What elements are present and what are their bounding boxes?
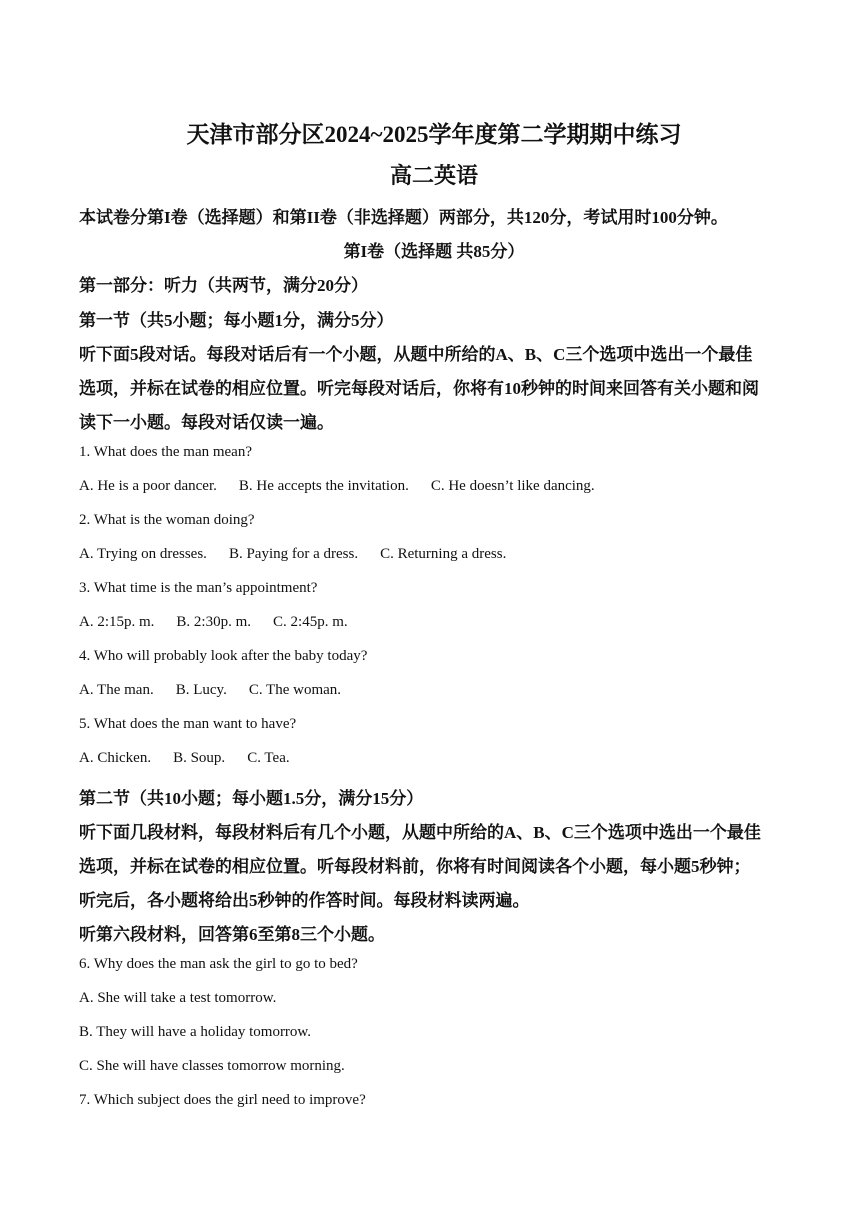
- option-b: B. He accepts the invitation.: [238, 478, 409, 494]
- question-4-options: [79, 682, 341, 699]
- question-6: 6. Why does the man ask the girl to go to bed?: [79, 956, 358, 972]
- section2-heading: 第二节（共10小题；每小题1.5分，满分15分）: [79, 789, 424, 808]
- section1-heading: 第一节（共5小题；每小题1分，满分5分）: [79, 311, 394, 330]
- section2-instruction-line: 听下面几段材料，每段材料后有几个小题，从题中所给的A、B、C三个选项中选出一个最佳: [79, 823, 761, 842]
- option-a: A. Trying on dresses.: [79, 546, 207, 562]
- option-c: C. Tea.: [247, 750, 290, 766]
- question-1-options: [79, 478, 595, 495]
- option-b: B. 2:30p. m.: [176, 614, 252, 630]
- question-3: 3. What time is the man’s appointment?: [79, 580, 318, 596]
- exam-title: 天津市部分区2024~2025学年度第二学期期中练习: [186, 122, 682, 147]
- exam-subject: 高二英语: [389, 163, 478, 188]
- section2-instruction-line: 选项，并标在试卷的相应位置。听每段材料前，你将有时间阅读各个小题，每小题5秒钟；: [79, 857, 751, 876]
- option-a: A. 2:15p. m.: [79, 614, 155, 630]
- option-c: C. He doesn’t like dancing.: [430, 478, 595, 494]
- option-a: A. The man.: [79, 682, 154, 698]
- question-7: 7. Which subject does the girl need to improve?: [79, 1092, 366, 1108]
- option-c: C. The woman.: [248, 682, 342, 698]
- option-b: B. Soup.: [173, 750, 226, 766]
- question-6-option-a: A. She will take a test tomorrow.: [79, 990, 277, 1006]
- section1-instruction-line: 听下面5段对话。每段对话后有一个小题，从题中所给的A、B、C三个选项中选出一个最佳: [79, 345, 753, 364]
- exam-intro: 本试卷分第I卷（选择题）和第II卷（非选择题）两部分，共120分，考试用时100分钟。: [79, 208, 728, 227]
- question-6-option-b: B. They will have a holiday tomorrow.: [79, 1024, 312, 1040]
- section1-instruction-line: 读下一小题。每段对话仅读一遍。: [79, 413, 334, 432]
- question-2-options: [79, 546, 506, 563]
- part1-heading: 第I卷（选择题 共85分）: [343, 242, 525, 261]
- question-6-option-c: C. She will have classes tomorrow morning.: [79, 1058, 345, 1074]
- material-6-heading: 听第六段材料，回答第6至第8三个小题。: [79, 925, 385, 944]
- option-c: C. Returning a dress.: [380, 546, 507, 562]
- question-1: 1. What does the man mean?: [79, 444, 252, 460]
- section2-instruction-line: 听完后，各小题将给出5秒钟的作答时间。每段材料读两遍。: [79, 891, 530, 910]
- question-5-options: [79, 750, 290, 767]
- option-a: A. He is a poor dancer.: [79, 478, 217, 494]
- listening-section-heading: 第一部分：听力（共两节，满分20分）: [79, 276, 368, 295]
- option-c: C. 2:45p. m.: [273, 614, 348, 630]
- question-4: 4. Who will probably look after the baby today?: [79, 648, 368, 664]
- option-b: B. Paying for a dress.: [228, 546, 359, 562]
- question-2: 2. What is the woman doing?: [79, 512, 255, 528]
- option-a: A. Chicken.: [79, 750, 152, 766]
- question-5: 5. What does the man want to have?: [79, 716, 297, 732]
- option-b: B. Lucy.: [175, 682, 227, 698]
- question-3-options: [79, 614, 348, 631]
- section1-instruction-line: 选项，并标在试卷的相应位置。听完每段对话后，你将有10秒钟的时间来回答有关小题和阅: [79, 379, 759, 398]
